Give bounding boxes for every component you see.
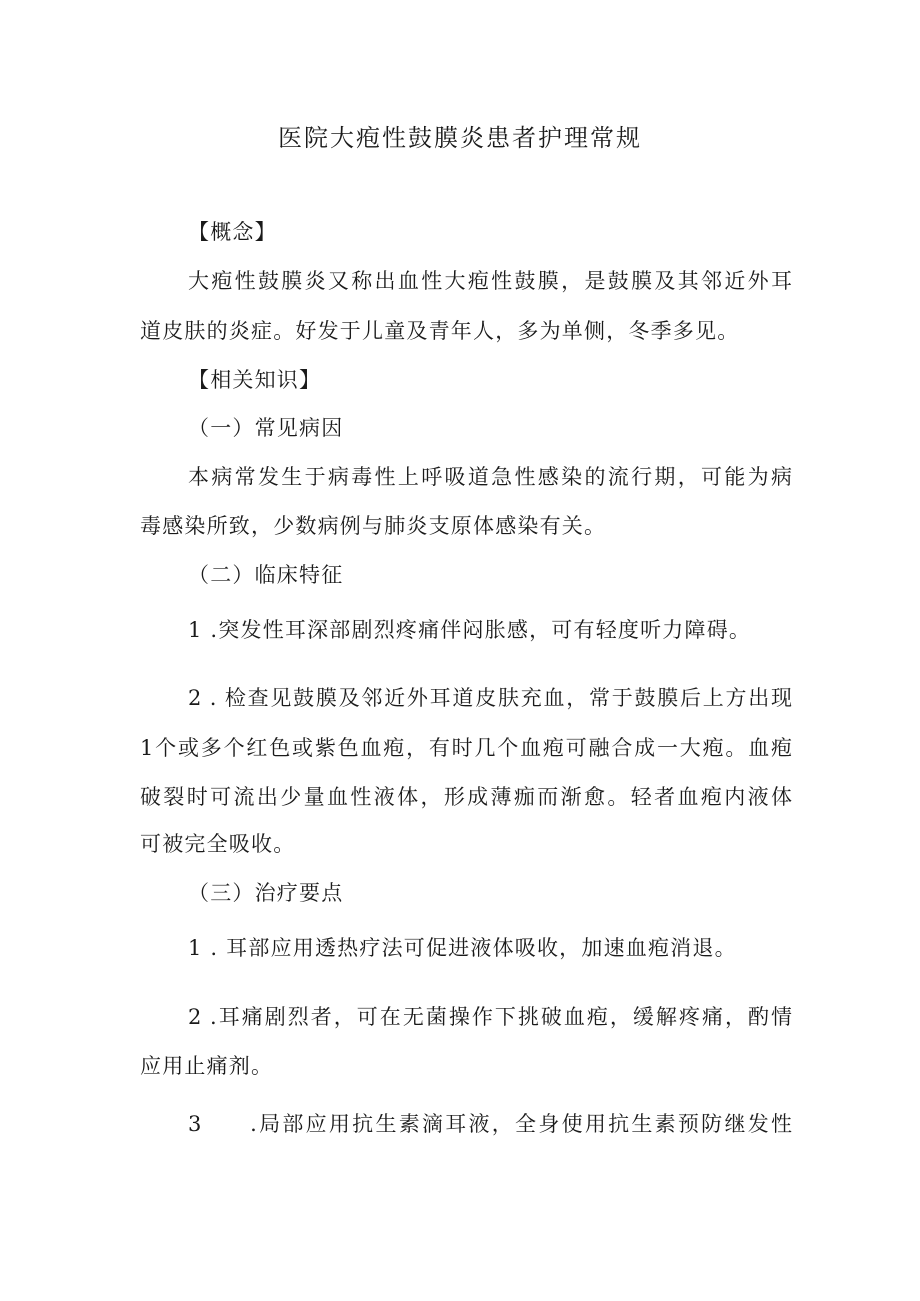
concept-paragraph-line-1: 大疱性鼓膜炎又称出血性大疱性鼓膜，是鼓膜及其邻近外耳 (188, 269, 792, 293)
knowledge-heading: 【相关知识】 (188, 368, 322, 392)
treatment-item-3-line-1: 3 .局部应用抗生素滴耳液，全身使用抗生素预防继发性 (188, 1112, 792, 1136)
treatment-item-1: 1 . 耳部应用透热疗法可促进液体吸收，加速血疱消退。 (188, 936, 737, 960)
concept-paragraph-line-2: 道皮肤的炎症。好发于儿童及青年人，多为单侧，冬季多见。 (140, 319, 740, 343)
cause-paragraph-line-1: 本病常发生于病毒性上呼吸道急性感染的流行期，可能为病 (188, 465, 792, 489)
cause-paragraph-line-2: 毒感染所致，少数病例与肺炎支原体感染有关。 (140, 514, 607, 538)
document-title: 医院大疱性鼓膜炎患者护理常规 (278, 124, 642, 152)
clinical-item-1: 1 .突发性耳深部剧烈疼痛伴闷胀感，可有轻度听力障碍。 (188, 618, 752, 642)
clinical-item-2-line-2: 1个或多个红色或紫色血疱，有时几个血疱可融合成一大疱。血疱 (140, 736, 792, 760)
treatment-item-2-line-2: 应用止痛剂。 (140, 1054, 274, 1078)
clinical-item-2-line-1: 2 . 检查见鼓膜及邻近外耳道皮肤充血，常于鼓膜后上方出现 (188, 686, 792, 710)
treatment-item-2-line-1: 2 .耳痛剧烈者，可在无菌操作下挑破血疱，缓解疼痛，酌情 (188, 1005, 792, 1029)
clinical-item-2-line-3: 破裂时可流出少量血性液体，形成薄痂而渐愈。轻者血疱内液体 (140, 785, 792, 809)
treatment-heading: （三）治疗要点 (188, 881, 344, 905)
cause-heading: （一）常见病因 (188, 416, 344, 440)
clinical-heading: （二）临床特征 (188, 563, 344, 587)
clinical-item-2-line-4: 可被完全吸收。 (140, 832, 296, 856)
concept-heading: 【概念】 (188, 220, 277, 244)
